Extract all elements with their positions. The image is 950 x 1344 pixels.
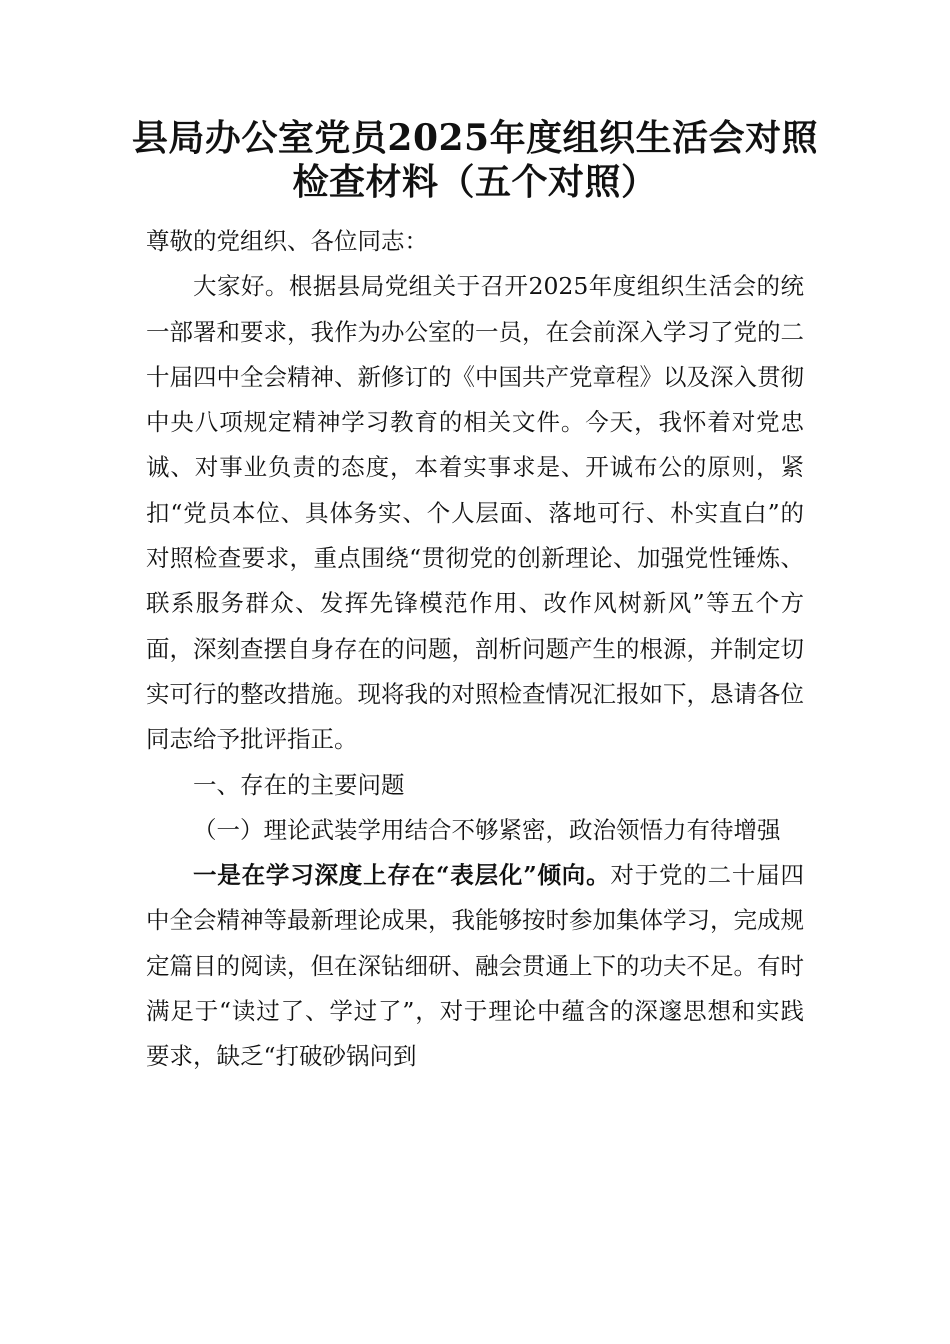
point-lead-text: 一是在学习深度上存在“表层化”倾向。 [193,861,611,890]
section-heading-problems: 一、存在的主要问题 [193,770,405,799]
intro-paragraph: 大家好。根据县局党组关于召开2025年度组织生活会的统一部署和要求，我作为办公室的一员，在会前深入学习了党的二十届四中全会精神、新修订的《中国共产党章程》以及深入贯彻中央八项规定精神学习教育的相关文件。今天，我怀着对党忠诚、对事业负责的态度，本着实事求是、开诚布公的原则，紧扣“党员本位、具体务实、个人层面、落地可行、朴实直白”的对照检查要求，重点围绕“贯彻党的创新理论、加强党性锤炼、联系服务群众、发挥先锋模范作用、改作风树新风”等五个方面，深刻查摆自身存在的问题，剖析问题产生的根源，并制定切实可行的整改措施。现将我的对照检查情况汇报如下，恳请各位同志给予批评指正。 [146,272,804,754]
document-body [146,219,804,1080]
point-paragraph-1 [146,853,804,1079]
salutation: 尊敬的党组织、各位同志： [146,227,428,255]
document-title-line-2: 检查材料（五个对照） [292,161,658,203]
subsection-heading-theory: （一）理论武装学用结合不够紧密，政治领悟力有待增强 [193,815,781,844]
point-body-text: 对于党的二十届四中全会精神等最新理论成果，我能够按时参加集体学习，完成规定篇目的阅读，但在深钻细研、融会贯通上下的功夫不足。有时满足于“读过了、学过了”，对于理论中蕴含的深邃思想和实践要求，缺乏“打破砂锅问到 [146,861,804,1071]
document-title-line-1: 县局办公室党员2025年度组织生活会对照 [131,117,819,159]
